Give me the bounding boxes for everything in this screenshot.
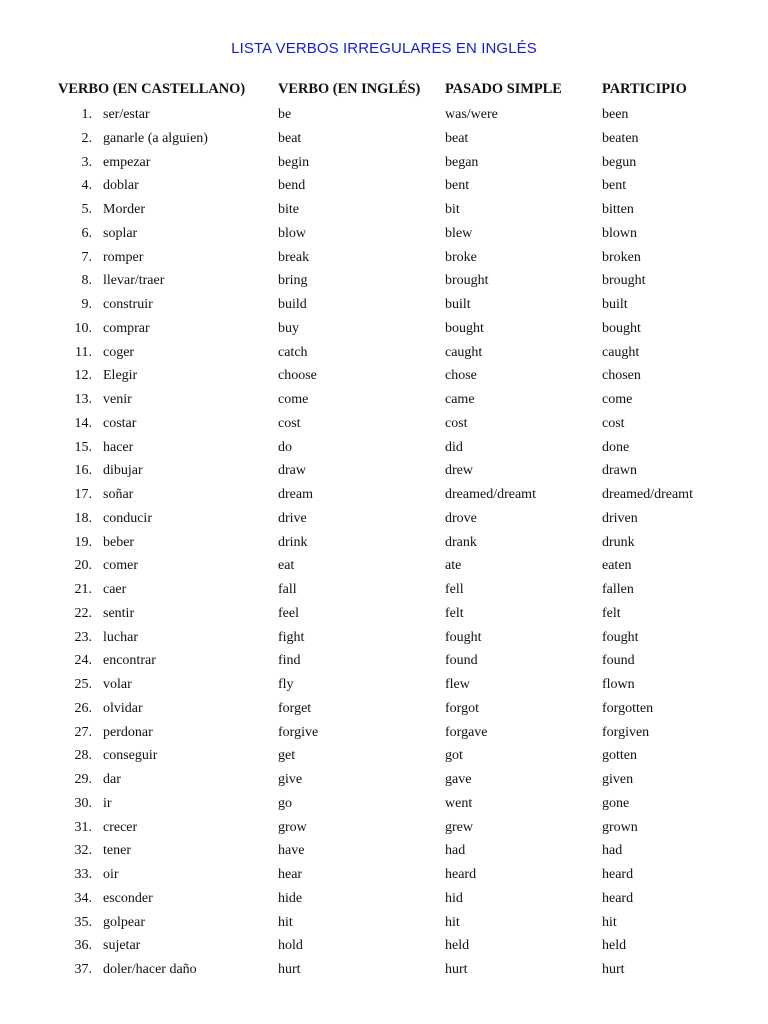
verb-past-simple: drove	[445, 510, 477, 526]
header-past-simple: PASADO SIMPLE	[445, 81, 562, 97]
verb-participle: fallen	[602, 582, 634, 597]
verb-past-simple: fought	[445, 629, 482, 645]
verb-participle: felt	[602, 605, 621, 621]
verb-participle: built	[602, 297, 628, 312]
list-item	[0, 129, 768, 153]
verb-spanish: caer	[103, 582, 127, 597]
list-item	[0, 461, 768, 485]
verb-number: 35.	[74, 914, 92, 930]
verb-english: catch	[278, 344, 308, 360]
verb-spanish: esconder	[103, 890, 153, 906]
verb-spanish: ir	[103, 795, 112, 811]
verb-participle: broken	[602, 249, 641, 265]
verb-participle: given	[602, 772, 634, 787]
list-item	[0, 438, 768, 462]
verb-english: get	[278, 748, 296, 764]
verb-english: blow	[278, 225, 306, 241]
verb-english: bend	[278, 178, 306, 194]
list-item	[0, 580, 768, 604]
verb-participle: fought	[602, 629, 639, 645]
verb-spanish: encontrar	[103, 653, 156, 669]
list-item	[0, 746, 768, 770]
verb-english: build	[278, 297, 307, 312]
verb-participle: grown	[602, 819, 638, 835]
verb-participle: driven	[602, 510, 638, 526]
list-item	[0, 675, 768, 699]
verb-english: find	[278, 653, 301, 669]
verb-past-simple: began	[445, 154, 479, 170]
verb-spanish: comer	[103, 558, 138, 574]
verb-spanish: luchar	[103, 629, 138, 645]
verb-english: have	[278, 843, 305, 859]
verb-english: hear	[278, 867, 303, 882]
verb-english: hold	[278, 938, 303, 954]
list-item	[0, 271, 768, 295]
list-item	[0, 105, 768, 129]
verb-number: 25.	[74, 677, 92, 692]
verb-past-simple: bought	[445, 320, 484, 336]
verb-spanish: soñar	[103, 487, 134, 502]
verb-number: 3.	[81, 154, 92, 170]
verb-past-simple: did	[445, 439, 463, 455]
verb-spanish: venir	[103, 392, 132, 407]
verb-english: dream	[278, 487, 313, 502]
verb-participle: hit	[602, 914, 617, 930]
verb-number: 26.	[74, 700, 92, 716]
list-item	[0, 556, 768, 580]
verb-number: 18.	[74, 510, 92, 526]
verb-spanish: hacer	[103, 439, 134, 455]
verb-number: 31.	[74, 819, 92, 835]
verb-number: 23.	[74, 629, 92, 645]
verb-participle: eaten	[602, 558, 632, 574]
verb-spanish: comprar	[103, 320, 150, 336]
verb-number: 5.	[81, 202, 92, 217]
list-item	[0, 248, 768, 272]
list-item	[0, 343, 768, 367]
verb-participle: drawn	[602, 463, 637, 479]
verb-english: be	[278, 107, 292, 122]
verb-past-simple: felt	[445, 605, 464, 621]
verb-spanish: soplar	[103, 225, 138, 241]
verb-english: eat	[278, 558, 295, 574]
verb-spanish: conseguir	[103, 748, 158, 764]
verb-participle: forgiven	[602, 724, 650, 740]
verb-past-simple: had	[445, 843, 466, 859]
verb-participle: heard	[602, 890, 634, 906]
verb-spanish: sentir	[103, 605, 135, 621]
verb-number: 15.	[74, 439, 92, 455]
verb-english: drink	[278, 534, 308, 550]
verb-past-simple: flew	[445, 677, 470, 692]
verb-english: beat	[278, 130, 302, 146]
verb-english: fight	[278, 629, 305, 645]
verb-participle: done	[602, 439, 630, 455]
verb-participle: bitten	[602, 202, 634, 217]
verb-spanish: doblar	[103, 178, 139, 194]
verb-english: begin	[278, 154, 310, 170]
verb-spanish: dibujar	[103, 463, 143, 479]
list-item	[0, 390, 768, 414]
verb-number: 29.	[74, 772, 92, 787]
verb-number: 16.	[74, 463, 92, 479]
verb-past-simple: fell	[445, 582, 464, 597]
verb-english: forgive	[278, 724, 319, 740]
verb-spanish: crecer	[103, 819, 138, 835]
verb-number: 1.	[81, 107, 92, 122]
list-item	[0, 936, 768, 960]
verb-past-simple: beat	[445, 130, 469, 146]
verb-english: draw	[278, 463, 306, 479]
verb-english: buy	[278, 320, 299, 336]
verb-past-simple: held	[445, 938, 470, 954]
verb-spanish: doler/hacer daño	[103, 962, 197, 977]
verb-spanish: construir	[103, 297, 153, 312]
verb-english: drive	[278, 510, 307, 526]
verb-number: 7.	[81, 249, 92, 265]
verb-spanish: dar	[103, 772, 121, 787]
verb-number: 36.	[74, 938, 92, 954]
verb-past-simple: hurt	[445, 962, 468, 977]
verb-spanish: ser/estar	[103, 107, 150, 122]
verb-participle: drunk	[602, 534, 635, 550]
verb-number: 13.	[74, 392, 92, 407]
verb-participle: forgotten	[602, 700, 654, 716]
verb-spanish: beber	[103, 534, 135, 550]
list-item	[0, 794, 768, 818]
verb-english: feel	[278, 605, 299, 621]
verb-past-simple: drew	[445, 463, 473, 479]
header-spanish: VERBO (EN CASTELLANO)	[58, 81, 246, 97]
verb-past-simple: gave	[445, 772, 472, 787]
verb-participle: bought	[602, 320, 641, 336]
verb-past-simple: built	[445, 297, 471, 312]
verb-participle: begun	[602, 154, 637, 170]
verb-past-simple: brought	[445, 273, 489, 289]
verb-number: 34.	[74, 890, 92, 906]
verb-number: 32.	[74, 843, 92, 859]
list-item	[0, 699, 768, 723]
verb-number: 37.	[74, 962, 92, 977]
verb-past-simple: drank	[445, 534, 477, 550]
verb-past-simple: came	[445, 392, 475, 407]
verb-past-simple: went	[445, 795, 473, 811]
verb-spanish: conducir	[103, 510, 152, 526]
list-item	[0, 865, 768, 889]
verb-past-simple: blew	[445, 225, 473, 241]
verb-spanish: golpear	[103, 914, 145, 930]
verb-english: cost	[278, 415, 301, 431]
verb-english: do	[278, 439, 292, 455]
verb-spanish: romper	[103, 249, 144, 265]
verb-past-simple: broke	[445, 249, 477, 265]
header-english: VERBO (EN INGLÉS)	[278, 81, 421, 97]
verb-past-simple: dreamed/dreamt	[445, 487, 536, 502]
header-participle: PARTICIPIO	[602, 81, 687, 97]
verb-number: 28.	[74, 748, 92, 764]
verb-spanish: costar	[103, 415, 137, 431]
verb-english: grow	[278, 819, 307, 835]
list-item	[0, 841, 768, 865]
verb-number: 2.	[81, 130, 92, 146]
verb-number: 24.	[74, 653, 92, 669]
verb-participle: bent	[602, 178, 627, 194]
verb-past-simple: bit	[445, 202, 460, 217]
verb-number: 30.	[74, 795, 92, 811]
verb-number: 11.	[75, 344, 92, 360]
list-item	[0, 200, 768, 224]
verb-english: forget	[278, 700, 312, 716]
verb-spanish: ganarle (a alguien)	[103, 130, 208, 146]
verb-participle: found	[602, 653, 635, 669]
verb-english: go	[278, 795, 292, 811]
list-item	[0, 913, 768, 937]
verb-participle: been	[602, 107, 629, 122]
list-item	[0, 485, 768, 509]
verb-number: 27.	[74, 724, 92, 740]
verb-english: choose	[278, 368, 317, 384]
verb-number: 19.	[74, 534, 92, 550]
verb-spanish: coger	[103, 344, 135, 360]
verb-english: bite	[278, 202, 299, 217]
verb-past-simple: was/were	[445, 107, 498, 122]
verb-english: bring	[278, 273, 308, 289]
verb-past-simple: got	[445, 748, 463, 764]
verb-english: fly	[278, 677, 294, 692]
verb-number: 14.	[74, 415, 92, 431]
verb-english: fall	[278, 582, 297, 597]
verb-spanish: llevar/traer	[103, 273, 165, 289]
verb-past-simple: forgot	[445, 700, 479, 716]
verb-participle: beaten	[602, 130, 639, 146]
verb-past-simple: heard	[445, 867, 477, 882]
verb-number: 20.	[74, 558, 92, 574]
verb-participle: caught	[602, 344, 640, 360]
list-item	[0, 414, 768, 438]
verb-participle: flown	[602, 677, 635, 692]
verb-spanish: perdonar	[103, 724, 153, 740]
verb-spanish: Morder	[103, 202, 145, 217]
list-item	[0, 604, 768, 628]
list-item	[0, 533, 768, 557]
verb-number: 17.	[74, 487, 92, 502]
verb-participle: hurt	[602, 962, 625, 977]
list-item	[0, 366, 768, 390]
verb-number: 6.	[81, 225, 92, 241]
verb-number: 12.	[74, 368, 92, 384]
list-item	[0, 651, 768, 675]
verb-past-simple: hid	[445, 890, 463, 906]
verb-english: give	[278, 772, 303, 787]
list-item	[0, 770, 768, 794]
verb-number: 21.	[74, 582, 92, 597]
verb-list	[0, 105, 768, 984]
verb-past-simple: ate	[445, 558, 462, 574]
list-item	[0, 153, 768, 177]
list-item	[0, 224, 768, 248]
verb-english: break	[278, 249, 310, 265]
verb-number: 8.	[81, 273, 92, 289]
list-item	[0, 319, 768, 343]
verb-participle: chosen	[602, 368, 641, 384]
verb-participle: cost	[602, 415, 625, 431]
verb-past-simple: bent	[445, 178, 470, 194]
verb-participle: dreamed/dreamt	[602, 487, 693, 502]
verb-number: 9.	[81, 297, 92, 312]
verb-number: 33.	[74, 867, 92, 882]
list-item	[0, 176, 768, 200]
verb-number: 10.	[74, 320, 92, 336]
verb-english: hurt	[278, 962, 301, 977]
verb-spanish: Elegir	[103, 368, 138, 384]
table-header	[0, 81, 768, 101]
list-item	[0, 818, 768, 842]
verb-participle: gone	[602, 795, 630, 811]
verb-english: hide	[278, 890, 303, 906]
verb-number: 4.	[81, 178, 92, 194]
list-item	[0, 723, 768, 747]
verb-participle: come	[602, 392, 633, 407]
verb-participle: heard	[602, 867, 634, 882]
verb-participle: had	[602, 843, 623, 859]
verb-spanish: volar	[103, 677, 132, 692]
list-item	[0, 509, 768, 533]
verb-english: hit	[278, 914, 293, 930]
verb-spanish: olvidar	[103, 700, 143, 716]
verb-english: come	[278, 392, 309, 407]
verb-spanish: oir	[103, 867, 119, 882]
verb-spanish: empezar	[103, 154, 151, 170]
list-item	[0, 960, 768, 984]
verb-participle: blown	[602, 225, 637, 241]
verb-participle: brought	[602, 273, 646, 289]
verb-number: 22.	[74, 605, 92, 621]
verb-past-simple: forgave	[445, 724, 488, 740]
list-item	[0, 628, 768, 652]
verb-past-simple: cost	[445, 415, 468, 431]
verb-past-simple: hit	[445, 914, 460, 930]
verb-past-simple: caught	[445, 344, 483, 360]
list-item	[0, 295, 768, 319]
verb-participle: gotten	[602, 748, 637, 764]
list-item	[0, 889, 768, 913]
verb-past-simple: chose	[445, 368, 477, 384]
verb-past-simple: found	[445, 653, 478, 669]
verb-past-simple: grew	[445, 819, 473, 835]
verb-spanish: sujetar	[103, 938, 141, 954]
page-title: LISTA VERBOS IRREGULARES EN INGLÉS	[231, 40, 537, 57]
verb-participle: held	[602, 938, 627, 954]
verb-spanish: tener	[103, 843, 131, 859]
